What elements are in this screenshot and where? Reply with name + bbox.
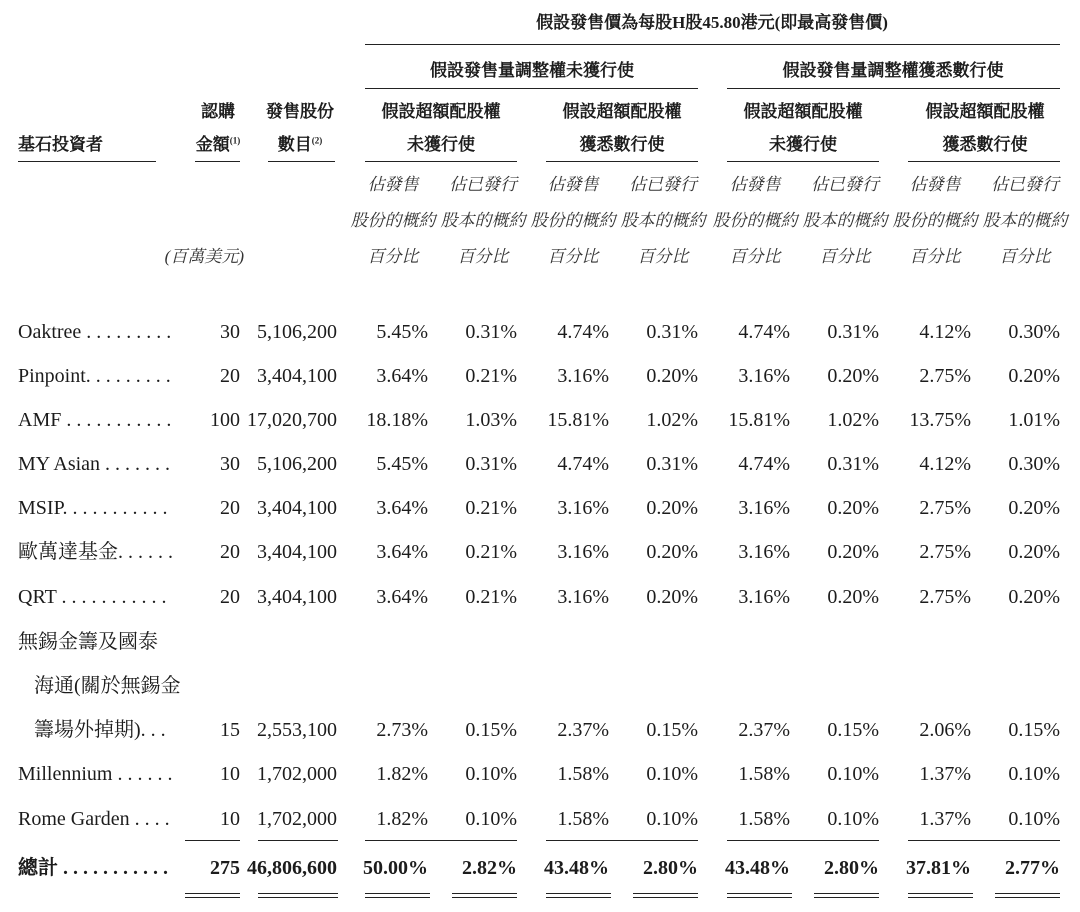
pct-column-label: 佔已發行 — [629, 175, 697, 194]
subscription-amount: 30 — [220, 453, 240, 475]
investor-name: Oaktree . . . . . . . . . — [18, 321, 172, 343]
offer-shares: 17,020,700 — [247, 409, 337, 431]
header-rule — [727, 88, 1060, 89]
total-double-rule — [727, 893, 792, 898]
offer-shares: 3,404,100 — [257, 497, 337, 519]
pct-column-label: 佔已發行 — [449, 175, 517, 194]
subscription-label-2: 金額$^{(1)}$ — [195, 135, 241, 154]
total-double-rule — [814, 893, 879, 898]
table-row — [0, 632, 1080, 662]
subheader-overallotment-4b: 獲悉數行使 — [942, 135, 1028, 154]
investor-name: 籌場外掉期). . . — [34, 719, 166, 741]
percentage-cell: 3.64% — [376, 541, 428, 563]
percentage-cell: 3.16% — [557, 497, 609, 519]
percentage-cell: 0.30% — [1008, 321, 1060, 343]
pct-column-label: 百分比 — [457, 247, 509, 266]
percentage-cell: 50.00% — [363, 857, 428, 879]
investor-name: Pinpoint. . . . . . . . . — [18, 365, 171, 387]
investor-name: Rome Garden . . . . — [18, 808, 170, 830]
pct-column-label: 股份的概約 — [712, 211, 798, 230]
percentage-cell: 0.20% — [1008, 586, 1060, 608]
percentage-cell: 3.16% — [557, 586, 609, 608]
percentage-cell: 0.10% — [646, 763, 698, 785]
percentage-cell: 0.20% — [1008, 365, 1060, 387]
group-header-not-exercised: 假設發售量調整權未獲行使 — [430, 61, 634, 80]
subtotal-rule — [908, 840, 1060, 841]
percentage-cell: 0.10% — [827, 808, 879, 830]
percentage-cell: 1.82% — [376, 763, 428, 785]
total-double-rule — [365, 893, 430, 898]
offer-shares: 5,106,200 — [257, 453, 337, 475]
percentage-cell: 2.75% — [919, 365, 971, 387]
investor-name: 歐萬達基金. . . . . . — [18, 541, 173, 563]
percentage-cell: 1.37% — [919, 763, 971, 785]
percentage-cell: 3.64% — [376, 586, 428, 608]
percentage-cell: 0.21% — [465, 586, 517, 608]
pct-column-label: 百分比 — [637, 247, 689, 266]
percentage-cell: 0.31% — [827, 453, 879, 475]
total-double-rule — [185, 893, 240, 898]
percentage-cell: 4.12% — [919, 321, 971, 343]
offer-shares: 1,702,000 — [257, 808, 337, 830]
percentage-cell: 0.15% — [827, 719, 879, 741]
investor-name: 總計 . . . . . . . . . . . — [18, 857, 168, 879]
header-rule — [268, 161, 335, 162]
total-double-rule — [633, 893, 698, 898]
pct-column-label: 佔發售 — [367, 175, 419, 194]
percentage-cell: 0.20% — [827, 541, 879, 563]
table-row — [0, 764, 1080, 794]
percentage-cell: 0.21% — [465, 365, 517, 387]
percentage-cell: 4.74% — [557, 321, 609, 343]
percentage-cell: 1.02% — [646, 409, 698, 431]
header-rule — [546, 161, 698, 162]
percentage-cell: 3.64% — [376, 365, 428, 387]
percentage-cell: 4.12% — [919, 453, 971, 475]
percentage-cell: 0.20% — [827, 586, 879, 608]
pct-column-label: 股本的概約 — [802, 211, 888, 230]
subtotal-rule — [546, 840, 698, 841]
table-row — [0, 676, 1080, 706]
total-double-rule — [452, 893, 517, 898]
pct-column-label: 佔已發行 — [811, 175, 879, 194]
percentage-cell: 15.81% — [547, 409, 609, 431]
percentage-cell: 1.82% — [376, 808, 428, 830]
table-row — [0, 720, 1080, 750]
percentage-cell: 0.31% — [646, 453, 698, 475]
percentage-cell: 3.16% — [738, 497, 790, 519]
pct-column-label: 百分比 — [819, 247, 871, 266]
investor-name: MY Asian . . . . . . . — [18, 453, 171, 475]
percentage-cell: 0.21% — [465, 541, 517, 563]
total-double-rule — [908, 893, 973, 898]
header-rule — [18, 161, 156, 162]
investor-label: 基石投資者 — [18, 135, 103, 154]
offer-shares: 3,404,100 — [257, 586, 337, 608]
percentage-cell: 0.20% — [646, 497, 698, 519]
percentage-cell: 2.37% — [557, 719, 609, 741]
percentage-cell: 2.73% — [376, 719, 428, 741]
table-row — [0, 809, 1080, 839]
pct-column-label: 股份的概約 — [350, 211, 436, 230]
subheader-overallotment-3b: 未獲行使 — [769, 135, 837, 154]
subscription-amount: 10 — [220, 763, 240, 785]
percentage-cell: 3.16% — [738, 365, 790, 387]
table-row — [0, 542, 1080, 572]
percentage-cell: 0.31% — [465, 453, 517, 475]
investor-name: MSIP. . . . . . . . . . . — [18, 497, 168, 519]
header-rule — [908, 161, 1060, 162]
percentage-cell: 2.80% — [643, 857, 698, 879]
percentage-cell: 43.48% — [544, 857, 609, 879]
pct-column-label: 股份的概約 — [892, 211, 978, 230]
table-row — [0, 366, 1080, 396]
percentage-cell: 3.16% — [738, 586, 790, 608]
percentage-cell: 0.15% — [465, 719, 517, 741]
percentage-cell: 3.16% — [738, 541, 790, 563]
percentage-cell: 1.02% — [827, 409, 879, 431]
offer-shares: 3,404,100 — [257, 541, 337, 563]
subtotal-rule — [258, 840, 338, 841]
header-rule — [727, 161, 879, 162]
total-double-rule — [995, 893, 1060, 898]
percentage-cell: 37.81% — [906, 857, 971, 879]
subscription-amount: 20 — [220, 365, 240, 387]
subscription-amount: 20 — [220, 586, 240, 608]
percentage-cell: 0.20% — [646, 541, 698, 563]
percentage-cell: 13.75% — [909, 409, 971, 431]
percentage-cell: 0.15% — [1008, 719, 1060, 741]
percentage-cell: 2.06% — [919, 719, 971, 741]
table-row — [0, 587, 1080, 617]
investor-name: QRT . . . . . . . . . . . — [18, 586, 167, 608]
percentage-cell: 0.20% — [646, 365, 698, 387]
subheader-overallotment-2b: 獲悉數行使 — [579, 135, 665, 154]
percentage-cell: 3.64% — [376, 497, 428, 519]
percentage-cell: 0.31% — [827, 321, 879, 343]
pct-column-label: 百分比 — [547, 247, 599, 266]
shares-label-2: 數目$^{(2)}$ — [277, 135, 323, 154]
subtotal-rule — [727, 840, 879, 841]
percentage-cell: 43.48% — [725, 857, 790, 879]
pct-column-label: 百分比 — [367, 247, 419, 266]
percentage-cell: 2.75% — [919, 586, 971, 608]
percentage-cell: 0.20% — [1008, 497, 1060, 519]
subscription-label: 認購 — [201, 102, 235, 121]
percentage-cell: 1.58% — [557, 763, 609, 785]
percentage-cell: 18.18% — [366, 409, 428, 431]
percentage-cell: 0.20% — [827, 497, 879, 519]
subscription-amount: 275 — [210, 857, 240, 879]
pct-column-label: 股本的概約 — [440, 211, 526, 230]
percentage-cell: 4.74% — [738, 321, 790, 343]
subheader-overallotment-3: 假設超額配股權 — [743, 102, 863, 121]
percentage-cell: 0.15% — [646, 719, 698, 741]
subscription-amount: 10 — [220, 808, 240, 830]
pct-column-label: 佔已發行 — [991, 175, 1059, 194]
subscription-amount: 20 — [220, 541, 240, 563]
percentage-cell: 2.77% — [1005, 857, 1060, 879]
header-rule — [195, 161, 240, 162]
table-row — [0, 498, 1080, 528]
percentage-cell: 2.75% — [919, 541, 971, 563]
total-row — [0, 858, 1080, 888]
percentage-cell: 15.81% — [728, 409, 790, 431]
percentage-cell: 0.31% — [465, 321, 517, 343]
percentage-cell: 0.31% — [646, 321, 698, 343]
percentage-cell: 1.58% — [738, 808, 790, 830]
subheader-overallotment-2: 假設超額配股權 — [562, 102, 682, 121]
percentage-cell: 0.20% — [1008, 541, 1060, 563]
offer-shares: 5,106,200 — [257, 321, 337, 343]
percentage-cell: 0.10% — [465, 808, 517, 830]
subtotal-rule — [365, 840, 517, 841]
subscription-amount: 100 — [210, 409, 240, 431]
percentage-cell: 0.10% — [646, 808, 698, 830]
subheader-overallotment-4: 假設超額配股權 — [925, 102, 1045, 121]
percentage-cell: 0.10% — [827, 763, 879, 785]
pct-column-label: 百分比 — [909, 247, 961, 266]
group-header-fully-exercised: 假設發售量調整權獲悉數行使 — [782, 61, 1004, 80]
percentage-cell: 1.03% — [465, 409, 517, 431]
offer-shares: 2,553,100 — [257, 719, 337, 741]
percentage-cell: 2.75% — [919, 497, 971, 519]
percentage-cell: 3.16% — [557, 365, 609, 387]
investor-name: AMF . . . . . . . . . . . — [18, 409, 172, 431]
header-rule — [365, 88, 698, 89]
offer-shares: 46,806,600 — [247, 857, 337, 879]
pct-column-label: 百分比 — [729, 247, 781, 266]
subscription-amount: 15 — [220, 719, 240, 741]
percentage-cell: 5.45% — [376, 321, 428, 343]
percentage-cell: 0.30% — [1008, 453, 1060, 475]
offer-shares: 1,702,000 — [257, 763, 337, 785]
percentage-cell: 3.16% — [557, 541, 609, 563]
percentage-cell: 4.74% — [557, 453, 609, 475]
subheader-overallotment-1b: 未獲行使 — [407, 135, 475, 154]
pct-column-label: 股本的概約 — [620, 211, 706, 230]
header-rule — [365, 161, 517, 162]
table-row — [0, 454, 1080, 484]
percentage-cell: 0.10% — [1008, 763, 1060, 785]
investor-name: Millennium . . . . . . — [18, 763, 173, 785]
pct-column-label: 佔發售 — [729, 175, 781, 194]
pct-column-label: 百分比 — [999, 247, 1051, 266]
percentage-cell: 1.37% — [919, 808, 971, 830]
percentage-cell: 0.20% — [827, 365, 879, 387]
total-double-rule — [546, 893, 611, 898]
subscription-amount: 30 — [220, 321, 240, 343]
table-row — [0, 322, 1080, 352]
total-double-rule — [258, 893, 338, 898]
percentage-cell: 1.58% — [738, 763, 790, 785]
investor-name: 海通(關於無錫金 — [34, 675, 181, 697]
percentage-cell: 5.45% — [376, 453, 428, 475]
percentage-cell: 0.10% — [1008, 808, 1060, 830]
unit-label: (百萬美元) — [164, 247, 244, 266]
percentage-cell: 2.80% — [824, 857, 879, 879]
percentage-cell: 1.01% — [1008, 409, 1060, 431]
offer-shares: 3,404,100 — [257, 365, 337, 387]
percentage-cell: 1.58% — [557, 808, 609, 830]
header-rule — [365, 44, 1060, 45]
percentage-cell: 2.82% — [462, 857, 517, 879]
pct-column-label: 股份的概約 — [530, 211, 616, 230]
subscription-amount: 20 — [220, 497, 240, 519]
percentage-cell: 0.10% — [465, 763, 517, 785]
investor-name: 無錫金籌及國泰 — [18, 631, 158, 653]
table-row — [0, 410, 1080, 440]
pct-column-label: 股本的概約 — [982, 211, 1068, 230]
percentage-cell: 4.74% — [738, 453, 790, 475]
percentage-cell: 0.21% — [465, 497, 517, 519]
percentage-cell: 2.37% — [738, 719, 790, 741]
shares-label: 發售股份 — [266, 102, 334, 121]
percentage-cell: 0.20% — [646, 586, 698, 608]
pct-column-label: 佔發售 — [547, 175, 599, 194]
subtotal-rule — [185, 840, 240, 841]
table-top-title: 假設發售價為每股H股45.80港元(即最高發售價) — [536, 13, 888, 32]
pct-column-label: 佔發售 — [909, 175, 961, 194]
subheader-overallotment-1: 假設超額配股權 — [381, 102, 501, 121]
